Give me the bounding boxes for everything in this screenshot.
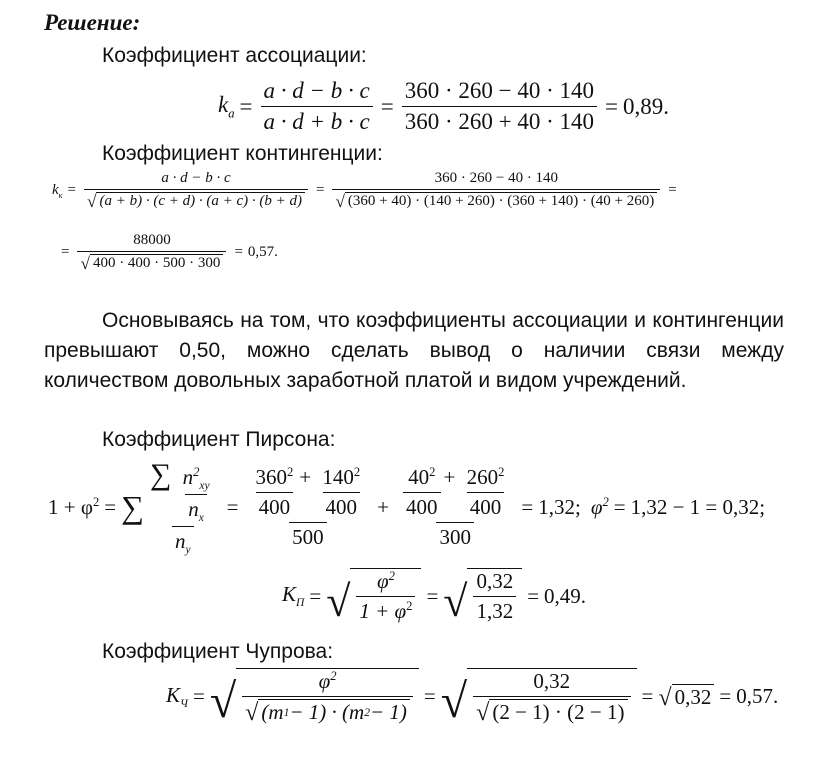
f3-result2: 1,32 − 1 = 0,32; xyxy=(630,494,766,519)
f2-frac1: a · d − b · c √ (a + b) · (c + d) · (a + c) · (b + d) xyxy=(84,170,308,212)
f4-result: 0,49. xyxy=(544,583,587,608)
f1-result: 0,89. xyxy=(623,93,670,119)
f2-result: 0,57. xyxy=(247,244,278,261)
formula-pearson: $1 + \varphi^2$ = ∑ ∑ $\frac{n^2_{xy}}{n_x}$ $n_y$ = $\frac{360^2}{400}$ + $\frac{140^2}{400}$ 500 + $\frac{40^2}{400}$ + $\frac{260^2}{400}$ 300 = 1,32 ; $\varphi^2$ = 1,32 − 1 = 0,32; xyxy=(48,458,766,557)
f5-result: 0,57. xyxy=(736,684,779,709)
formula-pearson-k: $K_П$ = √ $\varphi^2$ $1 + \varphi^2$ = √ 0,32 1,32 = 0,49. xyxy=(282,569,587,626)
f2-frac3: 88000 √ 400 · 400 · 500 · 300 xyxy=(77,232,226,274)
conclusion-paragraph: Основываясь на том, что коэффициенты ассоциации и контингенции превышают 0,50, можно сделать вывод о наличии связи между количеством довольных заработной платой и видом учреждений. xyxy=(44,309,784,392)
formula-contingency-2: = 88000 √ 400 · 400 · 500 · 300 = 0,57. xyxy=(61,232,278,273)
f3-group2: $\frac{40^2}{400}$ + $\frac{260^2}{400}$ 300 xyxy=(397,465,513,550)
label-contingency: Коэффициент контингенции: xyxy=(102,142,383,165)
label-chuprov: Коэффициент Чупрова: xyxy=(102,640,334,663)
solution-heading: Решение: xyxy=(44,10,141,35)
formula-chuprov: $K_Ч$ = √ $\varphi^2$ √ (m 1 − 1) · (m 2 − 1) = √ 0,32 √ (2 − 1) · (2 − 1) = √ 0,32 = 0,57. xyxy=(166,669,779,728)
f3-group1: $\frac{360^2}{400}$ + $\frac{140^2}{400}$ 500 xyxy=(255,464,361,549)
label-pearson: Коэффициент Пирсона: xyxy=(102,428,336,451)
f3-result1: 1,32 xyxy=(538,494,575,519)
f1-frac2: $\frac{360 \cdot 260 - 40 \cdot 140}{360 \cdot 260 + 40 \cdot 140}$ xyxy=(402,78,597,135)
f2-frac2: 360 · 260 − 40 · 140 √ (360 + 40) · (140 + 260) · (360 + 140) · (40 + 260) xyxy=(332,170,660,212)
label-association: Коэффициент ассоциации: xyxy=(102,44,367,67)
f1-frac1: $\frac{a \cdot d - b \cdot c}{a \cdot d + b \cdot c}$ xyxy=(261,78,373,135)
formula-association: $k_а$ = $\frac{a \cdot d - b \cdot c}{a \cdot d + b \cdot c}$ = $\frac{360 \cdot 260 - 40 \cdot 140}{360 \cdot 260 + 40 \cdot 140}$ = 0,89. xyxy=(218,78,670,134)
formula-contingency-1: $k_к$ = a · d − b · c √ (a + b) · (c + d) · (a + c) · (b + d) = 360 · 260 − 40 · 140 √ (360 + 40) · (140 + 260) · (360 + 140) · (40 + 260) = xyxy=(52,170,677,211)
f1-lhs: $k_а$ xyxy=(218,91,235,121)
f3-sum-frac: ∑ $\frac{n^2_{xy}}{n_x}$ $n_y$ xyxy=(149,458,210,557)
